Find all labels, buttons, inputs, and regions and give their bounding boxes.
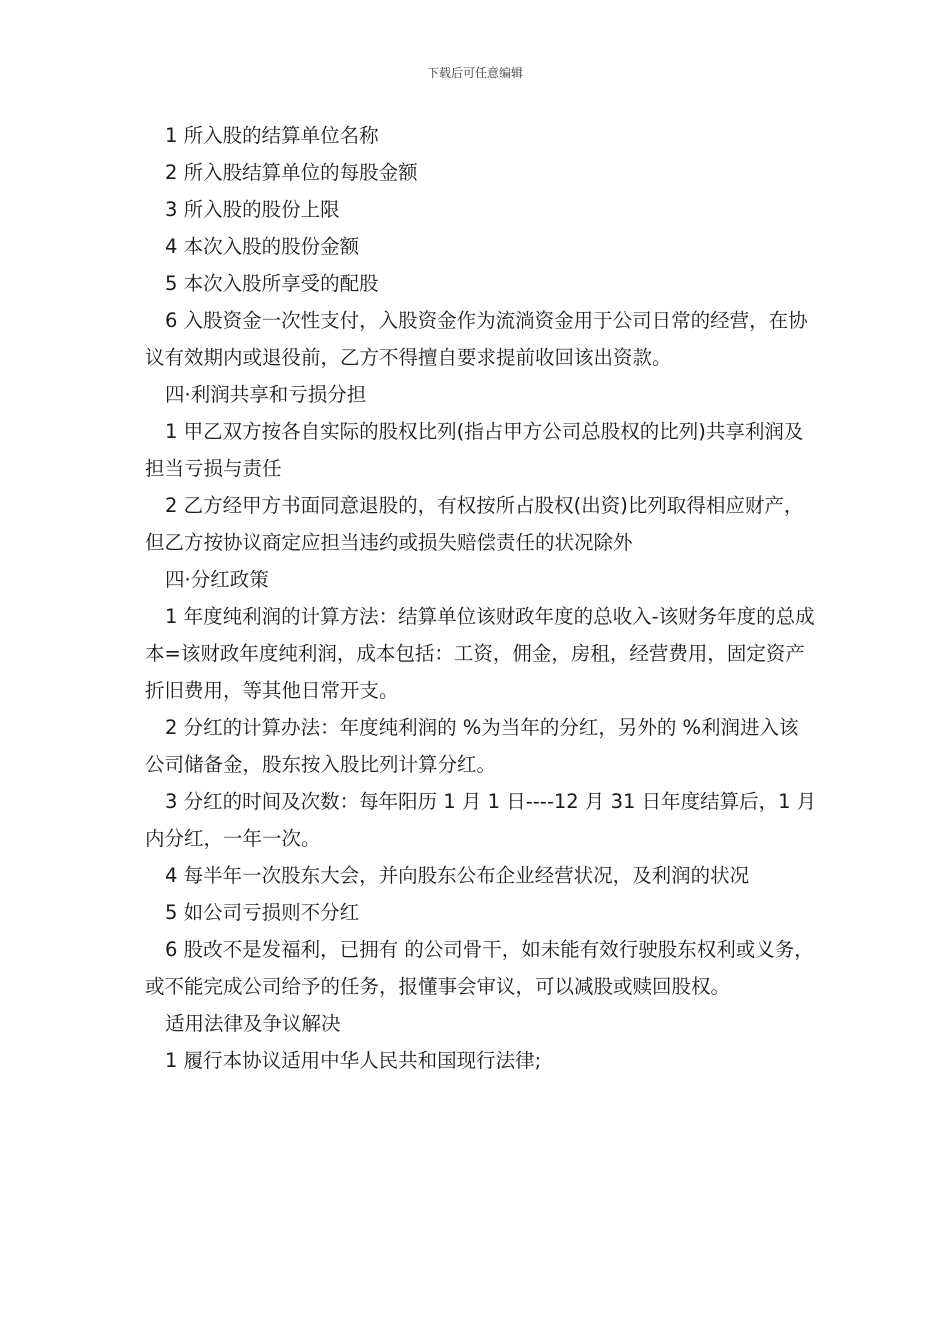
section-heading: 四·利润共享和亏损分担	[165, 383, 367, 406]
section-heading: 适用法律及争议解决	[165, 1012, 341, 1035]
paragraph: 2 乙方经甲方书面同意退股的，有权按所占股权(出资)比列取得相应财产，但乙方按协议商定应担当违约或损失赔偿责任的状况除外	[145, 494, 804, 554]
paragraph: 4 本次入股的股份金额	[165, 235, 360, 258]
paragraph: 5 本次入股所享受的配股	[165, 272, 379, 295]
paragraph: 4 每半年一次股东大会，并向股东公布企业经营状况，及利润的状况	[165, 864, 750, 887]
paragraph: 3 分红的时间及次数：每年阳历 1 月 1 日----12 月 31 日年度结算后，1 月内分红，一年一次。	[145, 790, 817, 850]
paragraph: 6 入股资金一次性支付，入股资金作为流淌资金用于公司日常的经营，在协议有效期内或退役前，乙方不得擅自要求提前收回该出资款。	[145, 309, 808, 369]
paragraph: 2 所入股结算单位的每股金额	[165, 161, 418, 184]
document-body	[145, 117, 817, 1079]
paragraph: 1 年度纯利润的计算方法：结算单位该财政年度的总收入-该财务年度的总成本=该财政年度纯利润，成本包括：工资，佣金，房租，经营费用，固定资产折旧费用，等其他日常开支。	[145, 605, 815, 702]
paragraph: 6 股改不是发福利，已拥有 的公司骨干，如未能有效行驶股东权利或义务，或不能完成公司给予的任务，报懂事会审议，可以减股或赎回股权。	[145, 938, 814, 998]
section-heading: 四·分红政策	[165, 568, 269, 591]
paragraph: 1 所入股的结算单位名称	[165, 124, 379, 147]
paragraph: 1 甲乙双方按各自实际的股权比列(指占甲方公司总股权的比列)共享利润及担当亏损与责任	[145, 420, 804, 480]
paragraph: 5 如公司亏损则不分红	[165, 901, 360, 924]
page-header: 下载后可任意编辑	[426, 66, 523, 80]
paragraph: 2 分红的计算办法：年度纯利润的 %为当年的分红，另外的 %利润进入该公司储备金，股东按入股比列计算分红。	[145, 716, 799, 776]
paragraph: 1 履行本协议适用中华人民共和国现行法律;	[165, 1049, 542, 1072]
paragraph: 3 所入股的股份上限	[165, 198, 340, 221]
